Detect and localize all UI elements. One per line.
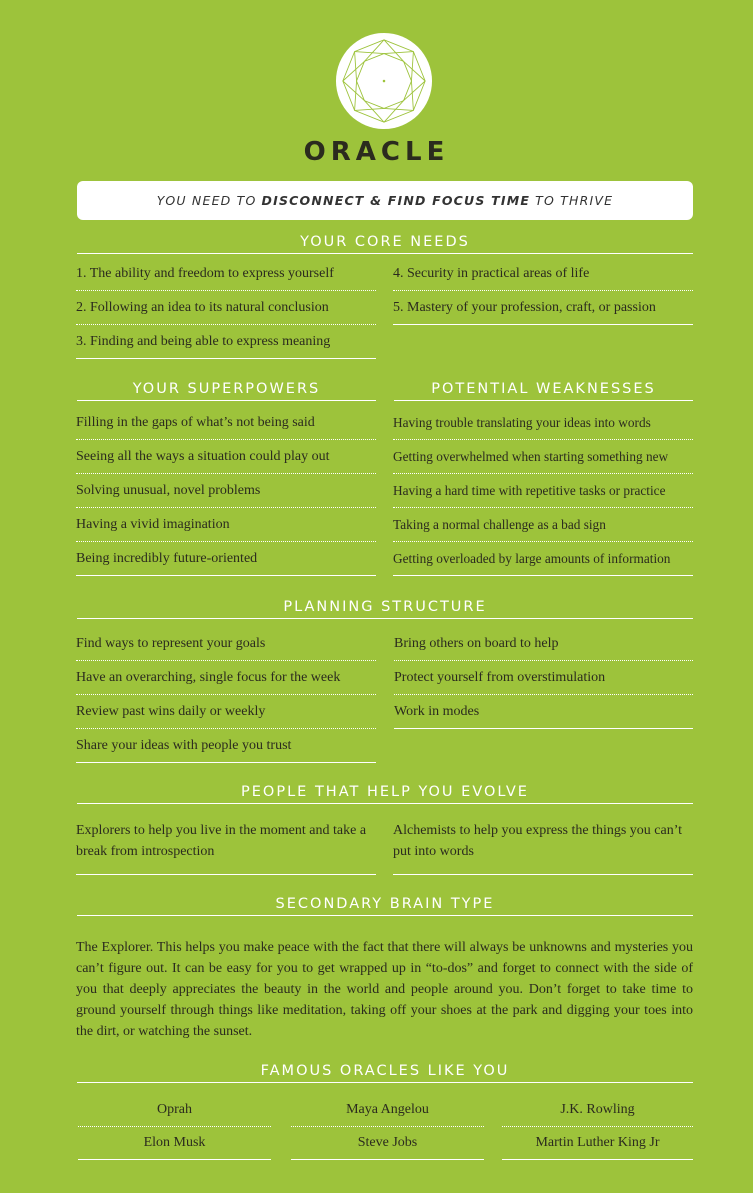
weakness-item: Taking a normal challenge as a bad sign (393, 508, 693, 542)
core-needs-heading: YOUR CORE NEEDS (77, 231, 693, 254)
planning-item: Protect yourself from overstimulation (394, 661, 693, 695)
core-need-item: 3. Finding and being able to express meaning (76, 325, 376, 359)
core-need-item: 1. The ability and freedom to express yourself (76, 257, 376, 291)
superpower-item: Solving unusual, novel problems (76, 474, 376, 508)
famous-col-2 (291, 1094, 484, 1160)
core-need-item: 5. Mastery of your profession, craft, or passion (393, 291, 693, 325)
banner-emphasis: DISCONNECT & FIND FOCUS TIME (261, 193, 531, 208)
superpowers-heading: YOUR SUPERPOWERS (77, 378, 376, 401)
page-title: ORACLE (303, 137, 450, 167)
banner-pre: YOU NEED TO (156, 193, 257, 208)
planning-right (394, 627, 693, 729)
oracle-geometric-logo (335, 32, 433, 130)
banner-post: TO THRIVE (535, 193, 614, 208)
famous-name: Steve Jobs (291, 1127, 484, 1160)
superpower-item: Being incredibly future-oriented (76, 542, 376, 576)
superpowers-list (76, 406, 376, 576)
planning-item: Have an overarching, single focus for the week (76, 661, 376, 695)
core-need-item: 2. Following an idea to its natural conclusion (76, 291, 376, 325)
planning-item: Find ways to represent your goals (76, 627, 376, 661)
weakness-item: Having trouble translating your ideas into words (393, 406, 693, 440)
superpower-item: Filling in the gaps of what’s not being said (76, 406, 376, 440)
focus-banner (77, 181, 693, 220)
secondary-paragraph: The Explorer. This helps you make peace with the fact that there will always be unknowns and mysteries you can’t figure out. It can be easy for you to get wrapped up in “to-dos” and forget to connect with the side of you that deeply appreciates the beauty in the world and people around you. Don’t forget to take time to ground yourself through things like meditation, taking off your shoes at the park and digging your toes into the dirt, or watching the sunset. (76, 940, 693, 1039)
weaknesses-list (393, 406, 693, 576)
people-right-text: Alchemists to help you express the things you can’t put into words (393, 810, 693, 875)
people-heading: PEOPLE THAT HELP YOU EVOLVE (77, 781, 693, 804)
famous-col-1 (78, 1094, 271, 1160)
famous-name: J.K. Rowling (502, 1094, 693, 1127)
weakness-item: Having a hard time with repetitive tasks or practice (393, 474, 693, 508)
weakness-item: Getting overloaded by large amounts of information (393, 542, 693, 576)
famous-heading: FAMOUS ORACLES LIKE YOU (77, 1060, 693, 1083)
famous-name: Oprah (78, 1094, 271, 1127)
planning-item: Bring others on board to help (394, 627, 693, 661)
famous-name: Martin Luther King Jr (502, 1127, 693, 1160)
planning-left (76, 627, 376, 763)
planning-item: Work in modes (394, 695, 693, 729)
weakness-item: Getting overwhelmed when starting something new (393, 440, 693, 474)
famous-col-3 (502, 1094, 693, 1160)
famous-name: Elon Musk (78, 1127, 271, 1160)
weaknesses-heading: POTENTIAL WEAKNESSES (394, 378, 693, 401)
planning-heading: PLANNING STRUCTURE (77, 596, 693, 619)
core-needs-right (393, 257, 693, 325)
core-needs-left (76, 257, 376, 359)
secondary-heading: SECONDARY BRAIN TYPE (77, 893, 693, 916)
core-need-item: 4. Security in practical areas of life (393, 257, 693, 291)
people-left-text: Explorers to help you live in the moment and take a break from introspection (76, 810, 376, 875)
planning-item: Share your ideas with people you trust (76, 729, 376, 763)
famous-name: Maya Angelou (291, 1094, 484, 1127)
planning-item: Review past wins daily or weekly (76, 695, 376, 729)
superpower-item: Seeing all the ways a situation could play out (76, 440, 376, 474)
superpower-item: Having a vivid imagination (76, 508, 376, 542)
